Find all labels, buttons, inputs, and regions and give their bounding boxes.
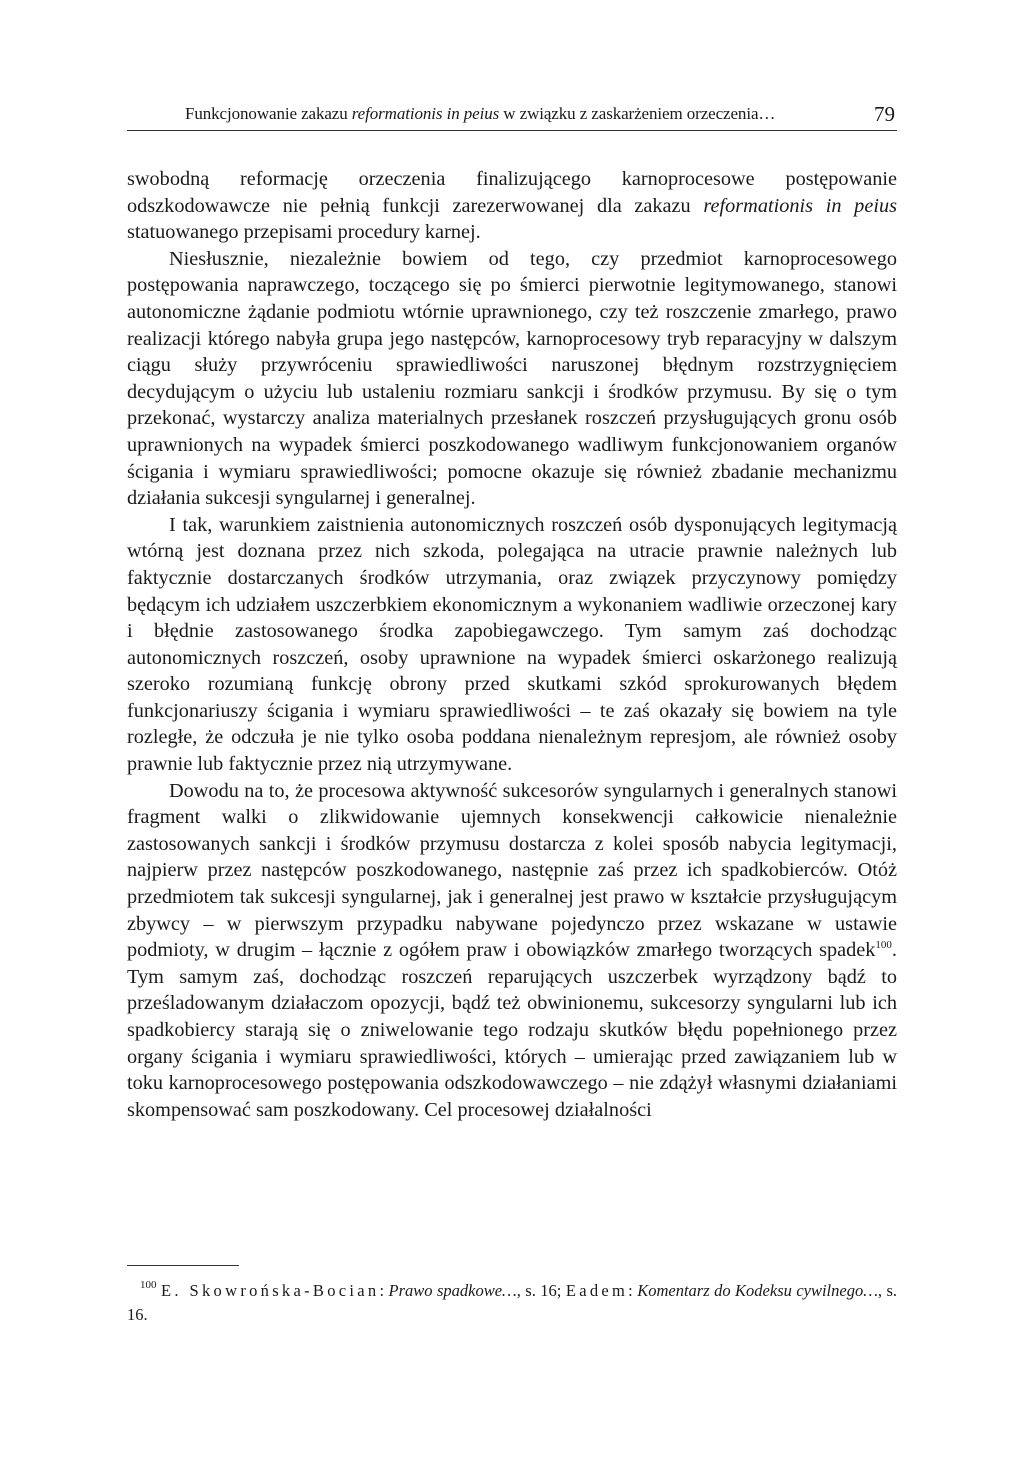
document-page [127,0,897,1463]
header-title-text-end: w związku z zaskarżeniem orzeczenia… [499,104,776,123]
paragraph-1-text: swobodną reformację orzeczenia finalizującego karnoprocesowe postępowanie odszkodowawcze nie pełnią funkcji zarezerwowanej dla zakazu [127,168,897,217]
paragraph-1 [127,166,897,246]
paragraph-3: I tak, warunkiem zaistnienia autonomicznych roszczeń osób dysponujących legitymacją wtórną jest doznana przez nich szkoda, polegająca na utracie prawnie należnych lub faktycznie dostarczanych środków utrzymania, oraz związek przyczynowy pomiędzy będącym ich udziałem uszczerbkiem ekonomicznym a wykonaniem wadliwie orzeczonej kary i błędnie zastosowanego środka zapobiegawczego. Tym samym zaś dochodząc autonomicznych roszczeń, osoby uprawnione na wypadek śmierci oskarżonego realizują szeroko rozumianą funkcję obrony przed skutkami szkód sprokurowanych błędem funkcjonariuszy ścigania i wymiaru sprawiedliwości – te zaś okazały się bowiem na tyle rozległe, że odczuła je nie tylko osoba poddana nienależnym represjom, ale również osoby prawnie lub faktycznie przez nią utrzymywane. [127,513,897,776]
paragraph-4-text: Dowodu na to, że procesowa aktywność sukcesorów syngularnych i generalnych stanowi fragment walki o zlikwidowanie ujemnych konsekwencji całkowicie nienależnie zastosowanych sankcji i środków przymusu dostarcza z kolei sposób nabycia legitymacji, najpierw przez następców poszkodowanego, następnie zaś przez ich spadkobierców. Otóż przedmiotem tak sukcesji syngularnej, jak i generalnej jest prawo w kształcie przysługującym zbywcy – w pierwszym przypadku nabywane pojedynczo przez wskazane w ustawie podmioty, w drugim – łącznie z ogółem praw i obowiązków zmarłego tworzących spadek [127,779,897,962]
running-header [127,102,897,131]
footnote-number: 100 [140,1279,157,1291]
footnote-separator: : [379,1281,389,1300]
paragraph-1-italic: reformationis in peius [703,194,897,217]
paragraph-1-text-end: statuowanego przepisami procedury karnej. [127,221,481,244]
body-text [127,166,897,1123]
footnote-author-2: Eadem [565,1281,629,1300]
header-title-italic: reformationis in peius [351,104,500,123]
footnote-100 [127,1279,897,1327]
footnote-author: E. Skowrońska-Bocian [160,1281,380,1300]
footnote-separator-2: : [628,1281,638,1300]
footnote-title-2: Komentarz do Kodeksu cywilnego… [637,1281,878,1300]
paragraph-2: Niesłusznie, niezależnie bowiem od tego, czy przedmiot karnoprocesowego postępowania naprawczego, toczącego się po śmierci pierwotnie legitymowanego, stanowi autonomiczne żądanie podmiotu wtórnie uprawnionego, czy też roszczenie zmarłego, prawo realizacji którego nabyła grupa jego następców, karnoprocesowy tryb reparacyjny w dalszym ciągu służy przywróceniu sprawiedliwości naruszonej błędnym rozstrzygnięciem decydującym o użyciu lub ustaleniu rozmiaru sankcji i środków przymusu. By się o tym przekonać, wystarczy analiza materialnych przesłanek roszczeń przysługujących gronu osób uprawnionych na wypadek śmierci poszkodowanego wadliwym funkcjonowaniem organów ścigania i wymiaru sprawiedliwości; pomocne okazuje się również zbadanie mechanizmu działania sukcesji syngularnej i generalnej. [127,247,897,510]
paragraph-4 [127,778,897,1124]
page-number: 79 [874,102,895,126]
footnote-divider [127,1265,239,1266]
header-title [185,104,775,124]
footnote-page-ref: , s. 16; [516,1281,566,1300]
header-title-text: Funkcjonowanie zakazu [185,104,352,123]
footnote-page-ref-2: , s. 16. [127,1281,898,1324]
footnote-title: Prawo spadkowe… [388,1281,517,1300]
footnote-reference[interactable]: 100 [875,939,892,952]
paragraph-4-text-end: . Tym samym zaś, dochodząc roszczeń reparujących uszczerbek wyrządzony bądź to prześladowanym działaczom opozycji, bądź też obwinionemu, sukcesorzy syngularni lub ich spadkobiercy starają się o zniwelowanie tego rodzaju skutków błędu popełnionego przez organy ścigania i wymiaru sprawiedliwości, których – umierając przed zawiązaniem lub w toku karnoprocesowego postępowania odszkodowawczego – nie zdążył własnymi działaniami skompensować sam poszkodowany. Cel procesowej działalności [127,939,897,1121]
